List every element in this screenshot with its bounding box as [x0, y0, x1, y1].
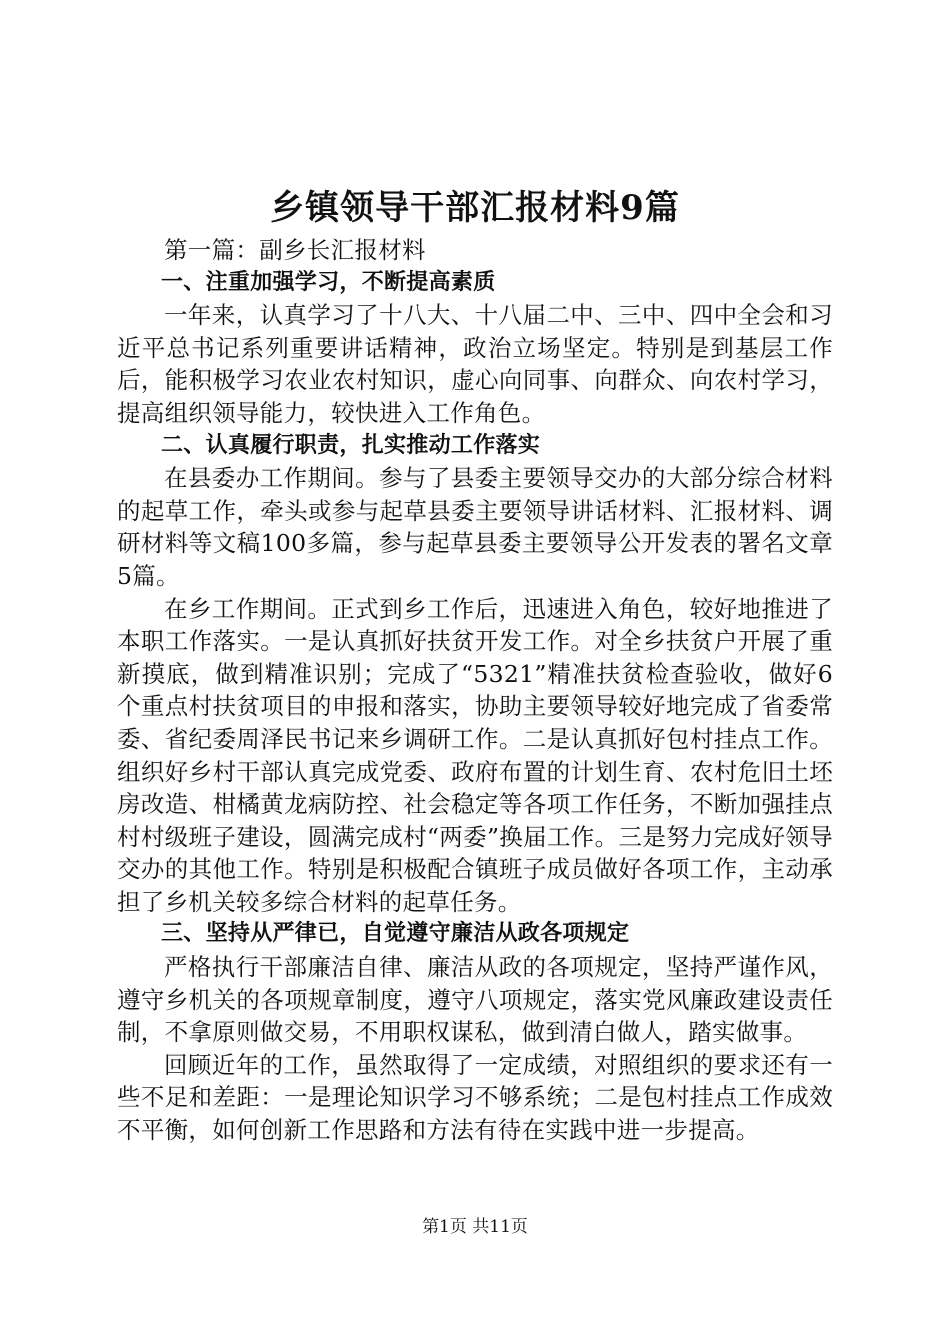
- section-heading: 一、注重加强学习，不断提高素质: [161, 269, 496, 295]
- body-paragraph: 一年来，认真学习了十八大、十八届二中、三中、四中全会和习近平总书记系列重要讲话精神，政治立场坚定。特别是到基层工作后，能积极学习农业农村知识，虚心向同事、向群众、向农村学习，提高组织领导能力，较快进入工作角色。: [117, 301, 833, 427]
- section-heading: 三、坚持从严律已，自觉遵守廉洁从政各项规定: [161, 921, 630, 947]
- section-label: 第一篇：副乡长汇报材料: [164, 236, 426, 264]
- body-paragraph: 严格执行干部廉洁自律、廉洁从政的各项规定，坚持严谨作风，遵守乡机关的各项规章制度，遵守八项规定，落实党风廉政建设责任制，不拿原则做交易，不用职权谋私，做到清白做人，踏实做事。: [117, 953, 833, 1047]
- body-paragraph: 回顾近年的工作，虽然取得了一定成绩，对照组织的要求还有一些不足和差距：一是理论知识学习不够系统；二是包村挂点工作成效不平衡，如何创新工作思路和方法有待在实践中进一步提高。: [117, 1050, 833, 1145]
- document-body: [117, 234, 833, 1147]
- page-footer: 第1页 共11页: [422, 1217, 528, 1237]
- body-paragraph: 在县委办工作期间。参与了县委主要领导交办的大部分综合材料的起草工作，牵头或参与起草县委主要领导讲话材料、汇报材料、调研材料等文稿100多篇，参与起草县委主要领导公开发表的署名文章5篇。: [117, 464, 833, 590]
- section-heading: 二、认真履行职责，扎实推动工作落实: [161, 432, 541, 458]
- body-paragraph: 在乡工作期间。正式到乡工作后，迅速进入角色，较好地推进了本职工作落实。一是认真抓好扶贫开发工作。对全乡扶贫户开展了重新摸底，做到精准识别；完成了“5321”精准扶贫检查验收，做好6个重点村扶贫项目的申报和落实，协助主要领导较好地完成了省委常委、省纪委周泽民书记来乡调研工作。二是认真抓好包村挂点工作。组织好乡村干部认真完成党委、政府布置的计划生育、农村危旧土坯房改造、柑橘黄龙病防控、社会稳定等各项工作任务，不断加强挂点村村级班子建设，圆满完成村“两委”换届工作。三是努力完成好领导交办的其他工作。特别是积极配合镇班子成员做好各项工作，主动承担了乡机关较多综合材料的起草任务。: [117, 594, 833, 916]
- document-title: 乡镇领导干部汇报材料9篇: [270, 188, 680, 228]
